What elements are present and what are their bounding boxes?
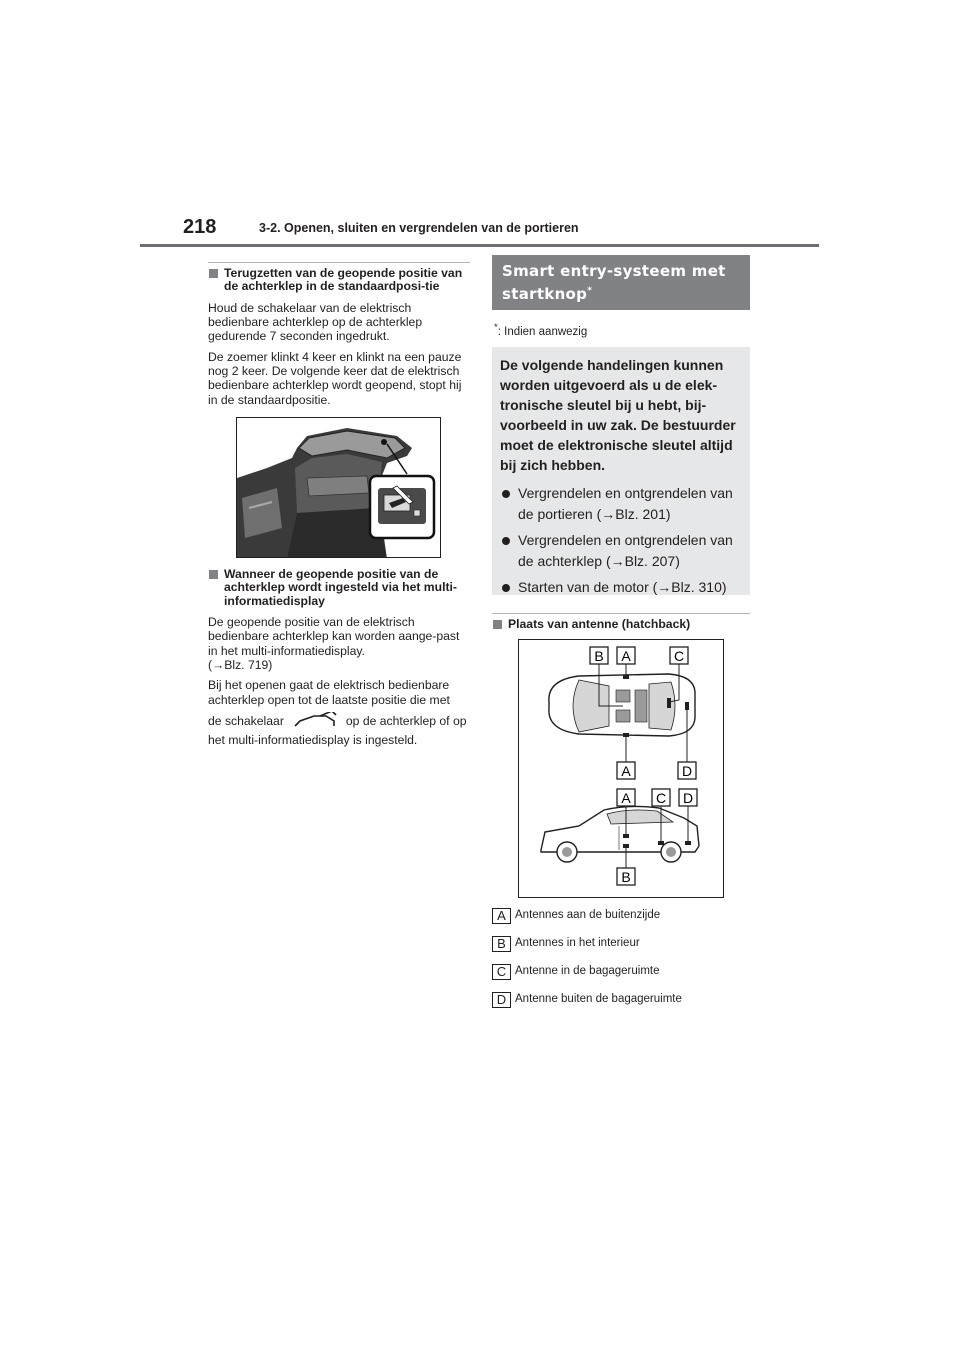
info-box — [492, 347, 750, 595]
tailgate-switch-icon — [292, 712, 338, 730]
paragraph: Bij het openen gaat de elektrisch bedienbare achterklep open tot de laatste positie die met — [208, 678, 450, 707]
paragraph-with-icon — [208, 712, 470, 730]
banner-title: Smart entry-systeem met startknop — [502, 262, 726, 303]
left-column — [208, 262, 470, 747]
label-a-top: A — [621, 647, 631, 664]
legend-key: D — [492, 992, 511, 1008]
paragraph-fragment: op de achterklep of op — [345, 713, 467, 728]
heading-mid-position: Wanneer de geopende positie van de achterklep wordt ingesteld via het multi-informatiedisplay — [224, 566, 457, 608]
label-b-top: B — [594, 647, 604, 664]
antenna-marker — [623, 834, 629, 838]
footnote-text: : Indien aanwezig — [497, 325, 588, 338]
square-bullet-icon — [209, 269, 218, 278]
paragraph: De geopende positie van de elektrisch bedienbare achterklep kan worden aange-past in het multi-informatiedisplay. — [208, 615, 460, 658]
list-item — [500, 483, 740, 525]
top-labels — [590, 647, 688, 664]
car-top-view — [549, 674, 695, 736]
subsection-heading — [208, 568, 470, 608]
subsection-rule — [492, 613, 750, 614]
list-item-text: Vergrendelen en ontgrendelen van de portieren (→Blz. 201) — [518, 485, 733, 523]
tailgate-switch-photo — [236, 417, 441, 558]
square-bullet-icon — [209, 570, 218, 579]
paragraph: het multi-informatiedisplay is ingesteld. — [208, 732, 418, 747]
label-b-bottom: B — [621, 868, 631, 885]
heading-reset-position: Terugzetten van de geopende positie van de achterklep in de standaardposi-tie — [224, 266, 463, 294]
list-item — [500, 530, 740, 572]
antenna-marker — [623, 733, 629, 737]
subsection-heading — [208, 267, 470, 294]
bullet-dot-icon — [502, 490, 510, 498]
subsection-heading — [492, 618, 750, 631]
label-c-side: C — [655, 789, 667, 806]
antenna-legend — [492, 906, 750, 1010]
label-d-mid: D — [681, 762, 693, 779]
antenna-diagram-svg — [519, 640, 723, 897]
antenna-marker — [623, 844, 629, 848]
bullet-dot-icon — [502, 584, 510, 592]
label-d-side: D — [682, 789, 694, 806]
section-title: 3-2. Openen, sluiten en vergrendelen van de portieren — [259, 221, 579, 235]
legend-key: A — [492, 908, 511, 924]
tailgate-illustration — [237, 418, 441, 558]
antenna-location-diagram — [518, 639, 724, 898]
antenna-marker — [658, 841, 664, 845]
middle-labels — [617, 762, 696, 779]
legend-key: C — [492, 964, 511, 980]
paragraph: De zoemer klinkt 4 keer en klinkt na een pauze nog 2 keer. De volgende keer dat de elektrisch bedienbare achterklep wordt geopend, stopt hij in de standaardpositie. — [208, 349, 462, 407]
antenna-marker — [667, 698, 671, 708]
legend-text: Antenne buiten de bagageruimte — [515, 993, 682, 1006]
legend-item — [492, 962, 750, 982]
right-column — [492, 255, 750, 1010]
legend-item — [492, 934, 750, 954]
bullet-dot-icon — [502, 537, 510, 545]
legend-item — [492, 990, 750, 1010]
header-rule — [140, 244, 819, 247]
bottom-labels — [617, 868, 635, 885]
antenna-marker — [623, 675, 629, 679]
list-item-text: Vergrendelen en ontgrendelen van de achterklep (→Blz. 207) — [518, 532, 733, 570]
paragraph: Houd de schakelaar van de elektrisch bedienbare achterklep op de achterklep gedurende 7 seconden ingedrukt. — [208, 300, 423, 344]
legend-text: Antenne in de bagageruimte — [515, 965, 660, 978]
legend-item — [492, 906, 750, 926]
legend-text: Antennes in het interieur — [515, 937, 640, 950]
info-box-title: De volgende handelingen kunnen worden uitgevoerd als u de elek-tronische sleutel bij u hebt, bij-voorbeeld in uw zak. De bestuurder moet de elektronische sleutel altijd bij zich hebben. — [500, 357, 736, 474]
car-side-view — [541, 806, 699, 862]
side-labels — [617, 789, 697, 806]
subsection-rule — [208, 262, 470, 263]
antenna-marker — [685, 841, 691, 845]
list-item-text: Starten van de motor (→Blz. 310) — [518, 579, 727, 596]
paragraph-fragment: de schakelaar — [208, 713, 284, 728]
footnote — [494, 321, 750, 339]
section-banner — [492, 255, 750, 310]
page-number: 218 — [183, 216, 217, 238]
label-a-mid: A — [621, 762, 631, 779]
legend-text: Antennes aan de buitenzijde — [515, 909, 661, 922]
footnote-mark: * — [494, 322, 498, 333]
label-a-side: A — [621, 789, 631, 806]
banner-footnote-mark: * — [587, 286, 593, 296]
antenna-marker — [685, 702, 689, 710]
heading-antenna-location: Plaats van antenne (hatchback) — [508, 617, 691, 632]
list-item — [500, 577, 740, 598]
legend-key: B — [492, 936, 511, 952]
square-bullet-icon — [493, 620, 502, 629]
page-reference: (→Blz. 719) — [208, 658, 273, 672]
label-c-top: C — [673, 647, 685, 664]
